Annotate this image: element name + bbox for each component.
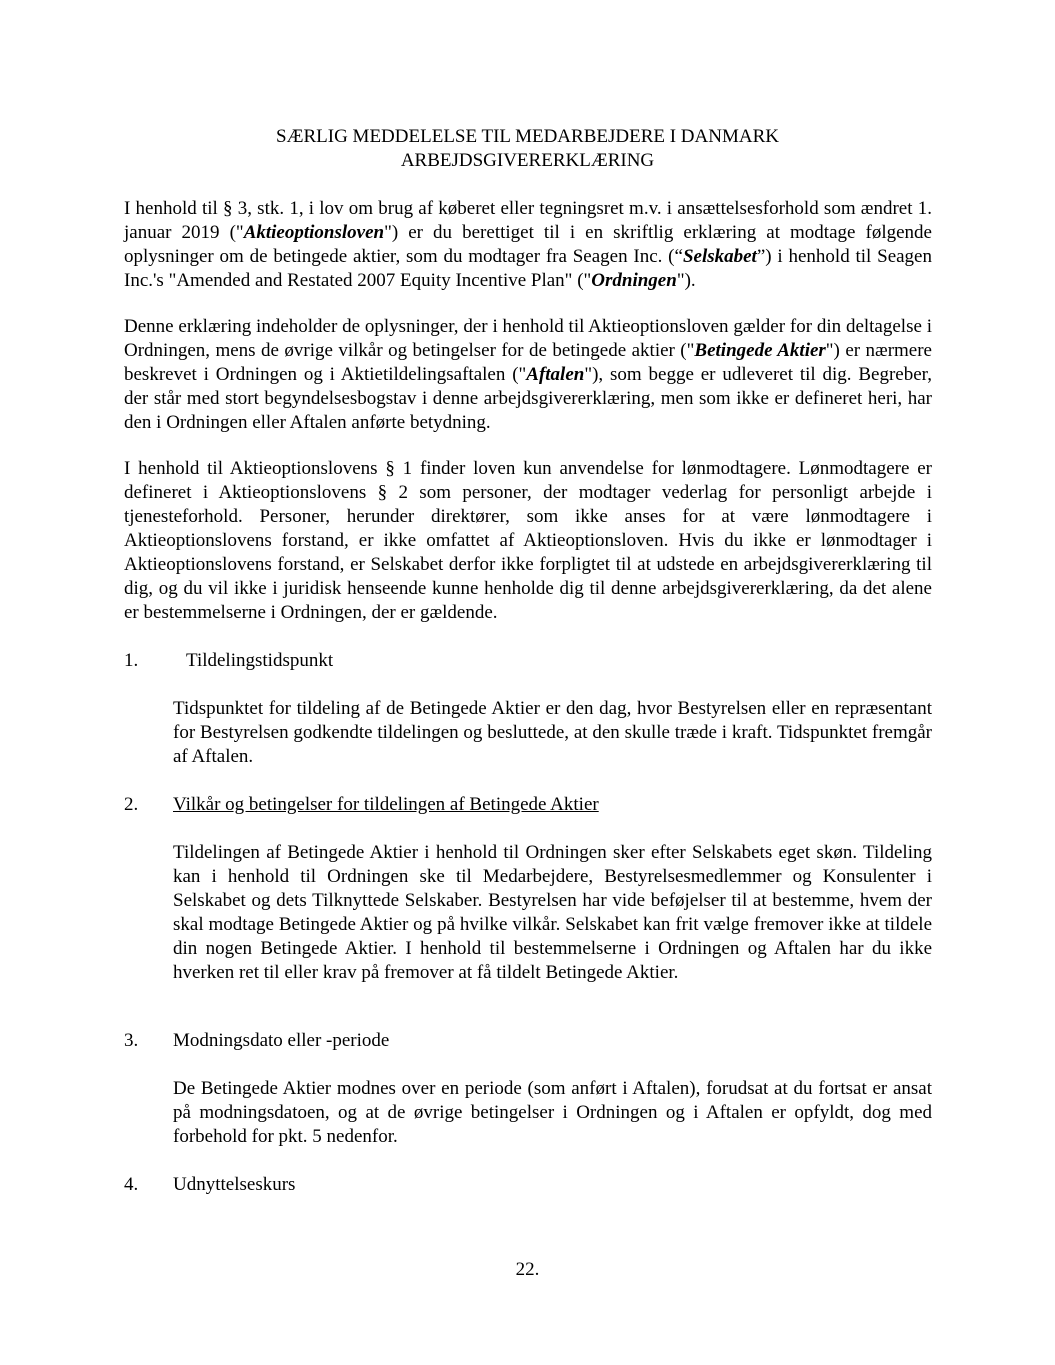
intro-paragraph	[124, 197, 932, 293]
section-4-heading: Udnyttelseskurs	[173, 1174, 296, 1195]
defined-term-betingede-aktier: Betingede Aktier	[694, 340, 826, 361]
section-3-number: 3.	[124, 1030, 139, 1051]
defined-term-aftalen: Aftalen	[526, 364, 585, 385]
section-1-body: Tidspunktet for tildeling af de Betingede Aktier er den dag, hvor Bestyrelsen eller en repræsentant for Bestyrelsen godkendte tildelingen og besluttede, at den skulle træde i kraft. Tidspunktet fremgår af Aftalen.	[173, 698, 932, 767]
scope-text-b: ") er nærmere beskrevet i Ordningen og i Aktietildelingsaftalen ("	[124, 340, 932, 385]
document-subtitle: ARBEJDSGIVERERKLÆRING	[400, 150, 655, 171]
section-3-heading: Modningsdato eller -periode	[173, 1030, 390, 1051]
section-1-heading: Tildelingstidspunkt	[186, 650, 334, 671]
scope-paragraph	[124, 315, 932, 435]
section-1-number: 1.	[124, 650, 139, 671]
scope-text-c: "), som begge er udleveret til dig. Begreber, der står med stort begyndelsesbogstav i denne arbejdsgivererklæring, men som ikke er defineret heri, har den i Ordningen eller Aftalen anførte betydning.	[124, 364, 932, 433]
intro-text-d: ").	[676, 270, 696, 291]
page-number: 22.	[515, 1259, 540, 1280]
section-2-number: 2.	[124, 794, 139, 815]
section-3-body: De Betingede Aktier modnes over en periode (som anført i Aftalen), forudsat at du fortsat er ansat på modningsdatoen, og at de øvrige betingelser i Ordningen og i Aftalen er opfyldt, dog med forbehold for pkt. 5 nedenfor.	[173, 1078, 932, 1147]
scope-text-a: Denne erklæring indeholder de oplysninger, der i henhold til Aktieoptionsloven gælder for din deltagelse i Ordningen, mens de øvrige vilkår og betingelser for de betingede aktier ("	[124, 316, 932, 361]
section-2-body: Tildelingen af Betingede Aktier i henhold til Ordningen sker efter Selskabets eget skøn. Tildeling kan i henhold til Ordningen ske til Medarbejdere, Bestyrelsesmedlemmer og Konsulenter i Selskabet og dets Tilknyttede Selskaber. Bestyrelsen har vide beføjelser til at bestemme, hvem der skal modtage Betingede Aktier og på hvilke vilkår. Selskabet kan frit vælge fremover ikke at tildele din nogen Betingede Aktier. I henhold til bestemmelserne i Ordningen og Aftalen har du ikke hverken ret til eller krav på fremover at få tildelt Betingede Aktier.	[173, 842, 932, 983]
intro-text-c: ”) i henhold til Seagen Inc.'s "Amended and Restated 2007 Equity Incentive Plan" ("	[124, 246, 932, 291]
intro-text-b: ") er du berettiget til i en skriftlig erklæring at modtage følgende oplysninger om de betingede aktier, som du modtager fra Seagen Inc. (“	[124, 222, 932, 267]
applicability-paragraph: I henhold til Aktieoptionslovens § 1 finder loven kun anvendelse for lønmodtagere. Lønmodtagere er defineret i Aktieoptionslovens § 2 som personer, der modtager vederlag for personligt arbejde i tjenesteforhold. Personer, herunder direktører, som ikke anses for at være lønmodtagere i Aktieoptionslovens forstand, er ikke omfattet af Aktieoptionsloven. Hvis du ikke er lønmodtager i Aktieoptionslovens forstand, er Selskabet derfor ikke forpligtet til at udstede en arbejdsgivererklæring til dig, og du vil ikke i juridisk henseende kunne henholde dig til denne arbejdsgivererklæring, da det alene er bestemmelserne i Ordningen, der er gældende.	[124, 458, 932, 623]
section-4-number: 4.	[124, 1174, 139, 1195]
defined-term-ordningen: Ordningen	[591, 270, 677, 291]
document-title: SÆRLIG MEDDELELSE TIL MEDARBEJDERE I DANMARK	[276, 126, 779, 147]
defined-term-selskabet: Selskabet	[682, 246, 757, 267]
section-2-heading: Vilkår og betingelser for tildelingen af Betingede Aktier	[173, 794, 599, 815]
intro-text-a: I henhold til § 3, stk. 1, i lov om brug af køberet eller tegningsret m.v. i ansættelsesforhold som ændret 1. januar 2019 ("	[124, 198, 932, 243]
defined-term-aktieoptionsloven: Aktieoptionsloven	[243, 222, 385, 243]
